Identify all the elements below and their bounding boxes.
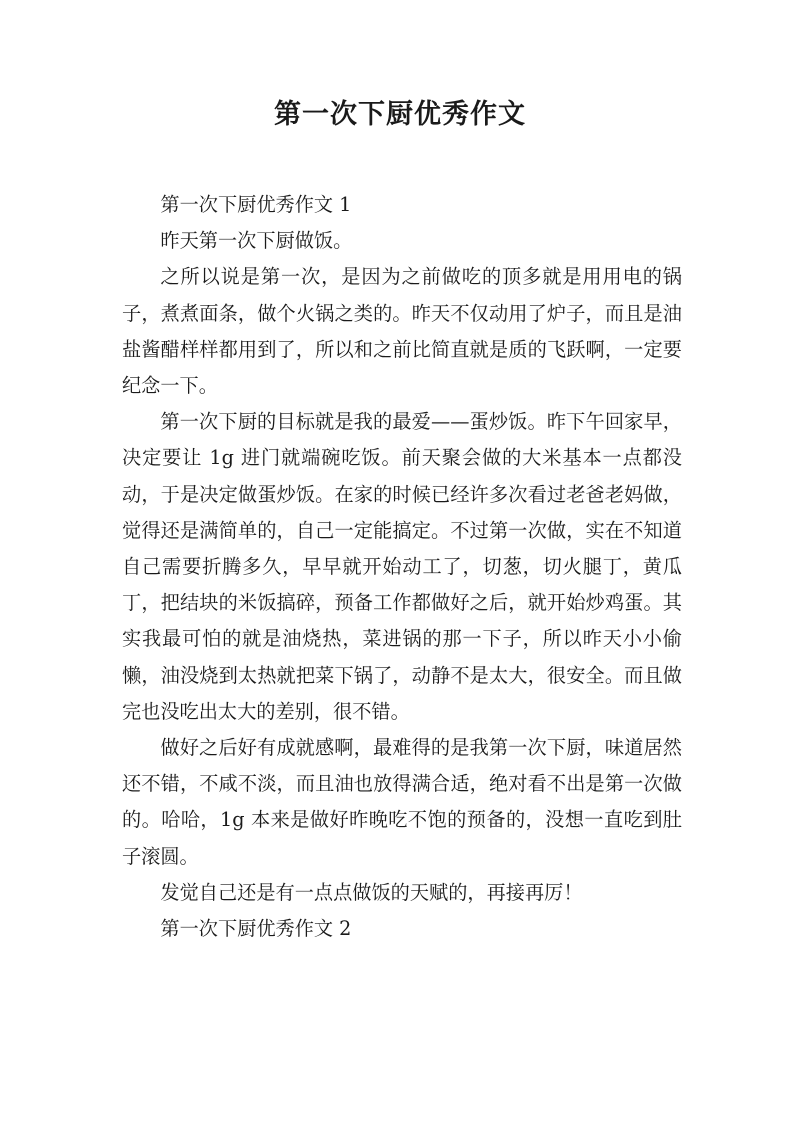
paragraph: 昨天第一次下厨做饭。 <box>160 229 353 253</box>
section-heading-1: 第一次下厨优秀作文 1 <box>160 193 352 216</box>
paragraph: 做好之后好有成就感啊，最难得的是我第一次下厨，味道居然还不错，不咸不淡，而且油也放得满合适，绝对看不出是第一次做的。哈哈，1g 本来是做好昨晚吃不饱的预备的，没想一直吃到肚子滚圆。 <box>122 736 682 868</box>
paragraph: 第一次下厨的目标就是我的最爱——蛋炒饭。昨下午回家早，决定要让 1g 进门就端碗吃饭。前天聚会做的大米基本一点都没动，于是决定做蛋炒饭。在家的时候已经许多次看过老爸老妈做，觉得还是满简单的，自己一定能搞定。不过第一次做，实在不知道自己需要折腾多久，早早就开始动工了，切葱，切火腿丁，黄瓜丁，把结块的米饭搞碎，预备工作都做好之后，就开始炒鸡蛋。其实我最可怕的就是油烧热，菜进锅的那一下子，所以昨天小小偷懒，油没烧到太热就把菜下锅了，动静不是太大，很安全。而且做完也没吃出太大的差别，很不错。 <box>122 410 682 723</box>
document-body <box>122 187 682 947</box>
paragraph: 之所以说是第一次，是因为之前做吃的顶多就是用用电的锅子，煮煮面条，做个火锅之类的。昨天不仅动用了炉子，而且是油盐酱醋样样都用到了，所以和之前比简直就是质的飞跃啊，一定要纪念一下。 <box>122 265 682 398</box>
section-heading-2: 第一次下厨优秀作文 2 <box>160 917 352 941</box>
paragraph: 发觉自己还是有一点点做饭的天赋的，再接再厉！ <box>160 880 583 904</box>
document-title: 第一次下厨优秀作文 <box>274 99 526 130</box>
